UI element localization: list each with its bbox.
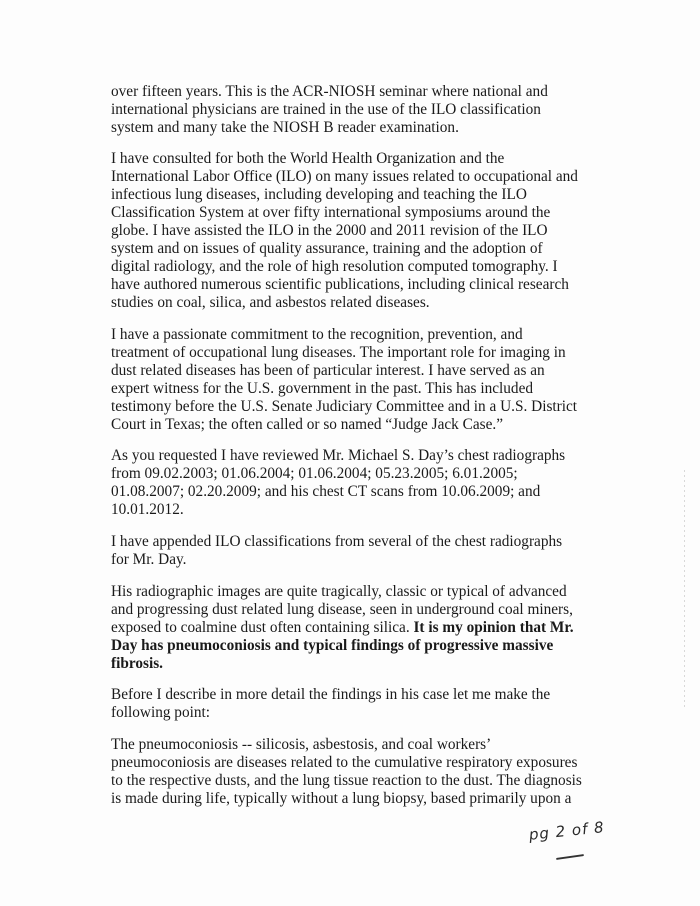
handwritten-underline	[556, 854, 584, 860]
handwritten-page-number: pg 2 of 8	[528, 818, 606, 844]
scan-artifact-line	[684, 470, 685, 710]
paragraph-commitment-expert-witness: I have a passionate commitment to the recognition, prevention, and treatment of occupational lung diseases. The important role for imaging in dust related diseases has been of particular interest. I have served as an expert witness for the U.S. government in the past. This has included testimony before the U.S. Senate Judiciary Committee and in a U.S. District Court in Texas; the often called or so named “Judge Jack Case.”	[111, 326, 578, 433]
paragraph-opinion	[111, 583, 631, 673]
opinion-text: His radiographic images are quite tragically, classic or typical of advanced and progressing dust related lung disease, seen in underground coal miners, exposed to coalmine dust often containing silica.	[111, 583, 573, 636]
paragraph-appended-classifications: I have appended ILO classifications from several of the chest radiographs for Mr. Day.	[111, 533, 563, 568]
paragraph-who-ilo-consulting: I have consulted for both the World Health Organization and the International Labor Office (ILO) on many issues related to occupational and infectious lung diseases, including developing and teaching the ILO Classification System at over fifty international symposiums around the globe. I have assisted the ILO in the 2000 and 2011 revision of the ILO system and on issues of quality assurance, training and the adoption of digital radiology, and the role of high resolution computed tomography. I have authored numerous scientific publications, including clinical research studies on coal, silica, and asbestos related diseases.	[111, 150, 578, 311]
handwritten-page-annotation	[528, 818, 668, 876]
paragraph-training-background: over fifteen years. This is the ACR-NIOSH seminar where national and international physicians are trained in the use of the ILO classification system and many take the NIOSH B reader examination.	[111, 83, 548, 136]
paragraph-before-describe: Before I describe in more detail the findings in his case let me make the following point:	[111, 686, 551, 721]
opinion-bold-conclusion: It is my opinion that Mr. Day has pneumoconiosis and typical findings of progressive massive fibrosis.	[111, 619, 574, 672]
paragraph-pneumoconiosis-definition: The pneumoconiosis -- silicosis, asbestosis, and coal workers’ pneumoconiosis are diseases related to the cumulative respiratory exposures to the respective dusts, and the lung tissue reaction to the dust. The diagnosis is made during life, typically without a lung biopsy, based primarily upon a	[111, 736, 582, 807]
paragraph-reviewed-radiographs: As you requested I have reviewed Mr. Michael S. Day’s chest radiographs from 09.02.2003; 01.06.2004; 01.06.2004; 05.23.2005; 6.01.2005; 01.08.2007; 02.20.2009; and his chest CT scans from 10.06.2009; and 10.01.2012.	[111, 447, 566, 518]
document-body	[111, 83, 631, 820]
